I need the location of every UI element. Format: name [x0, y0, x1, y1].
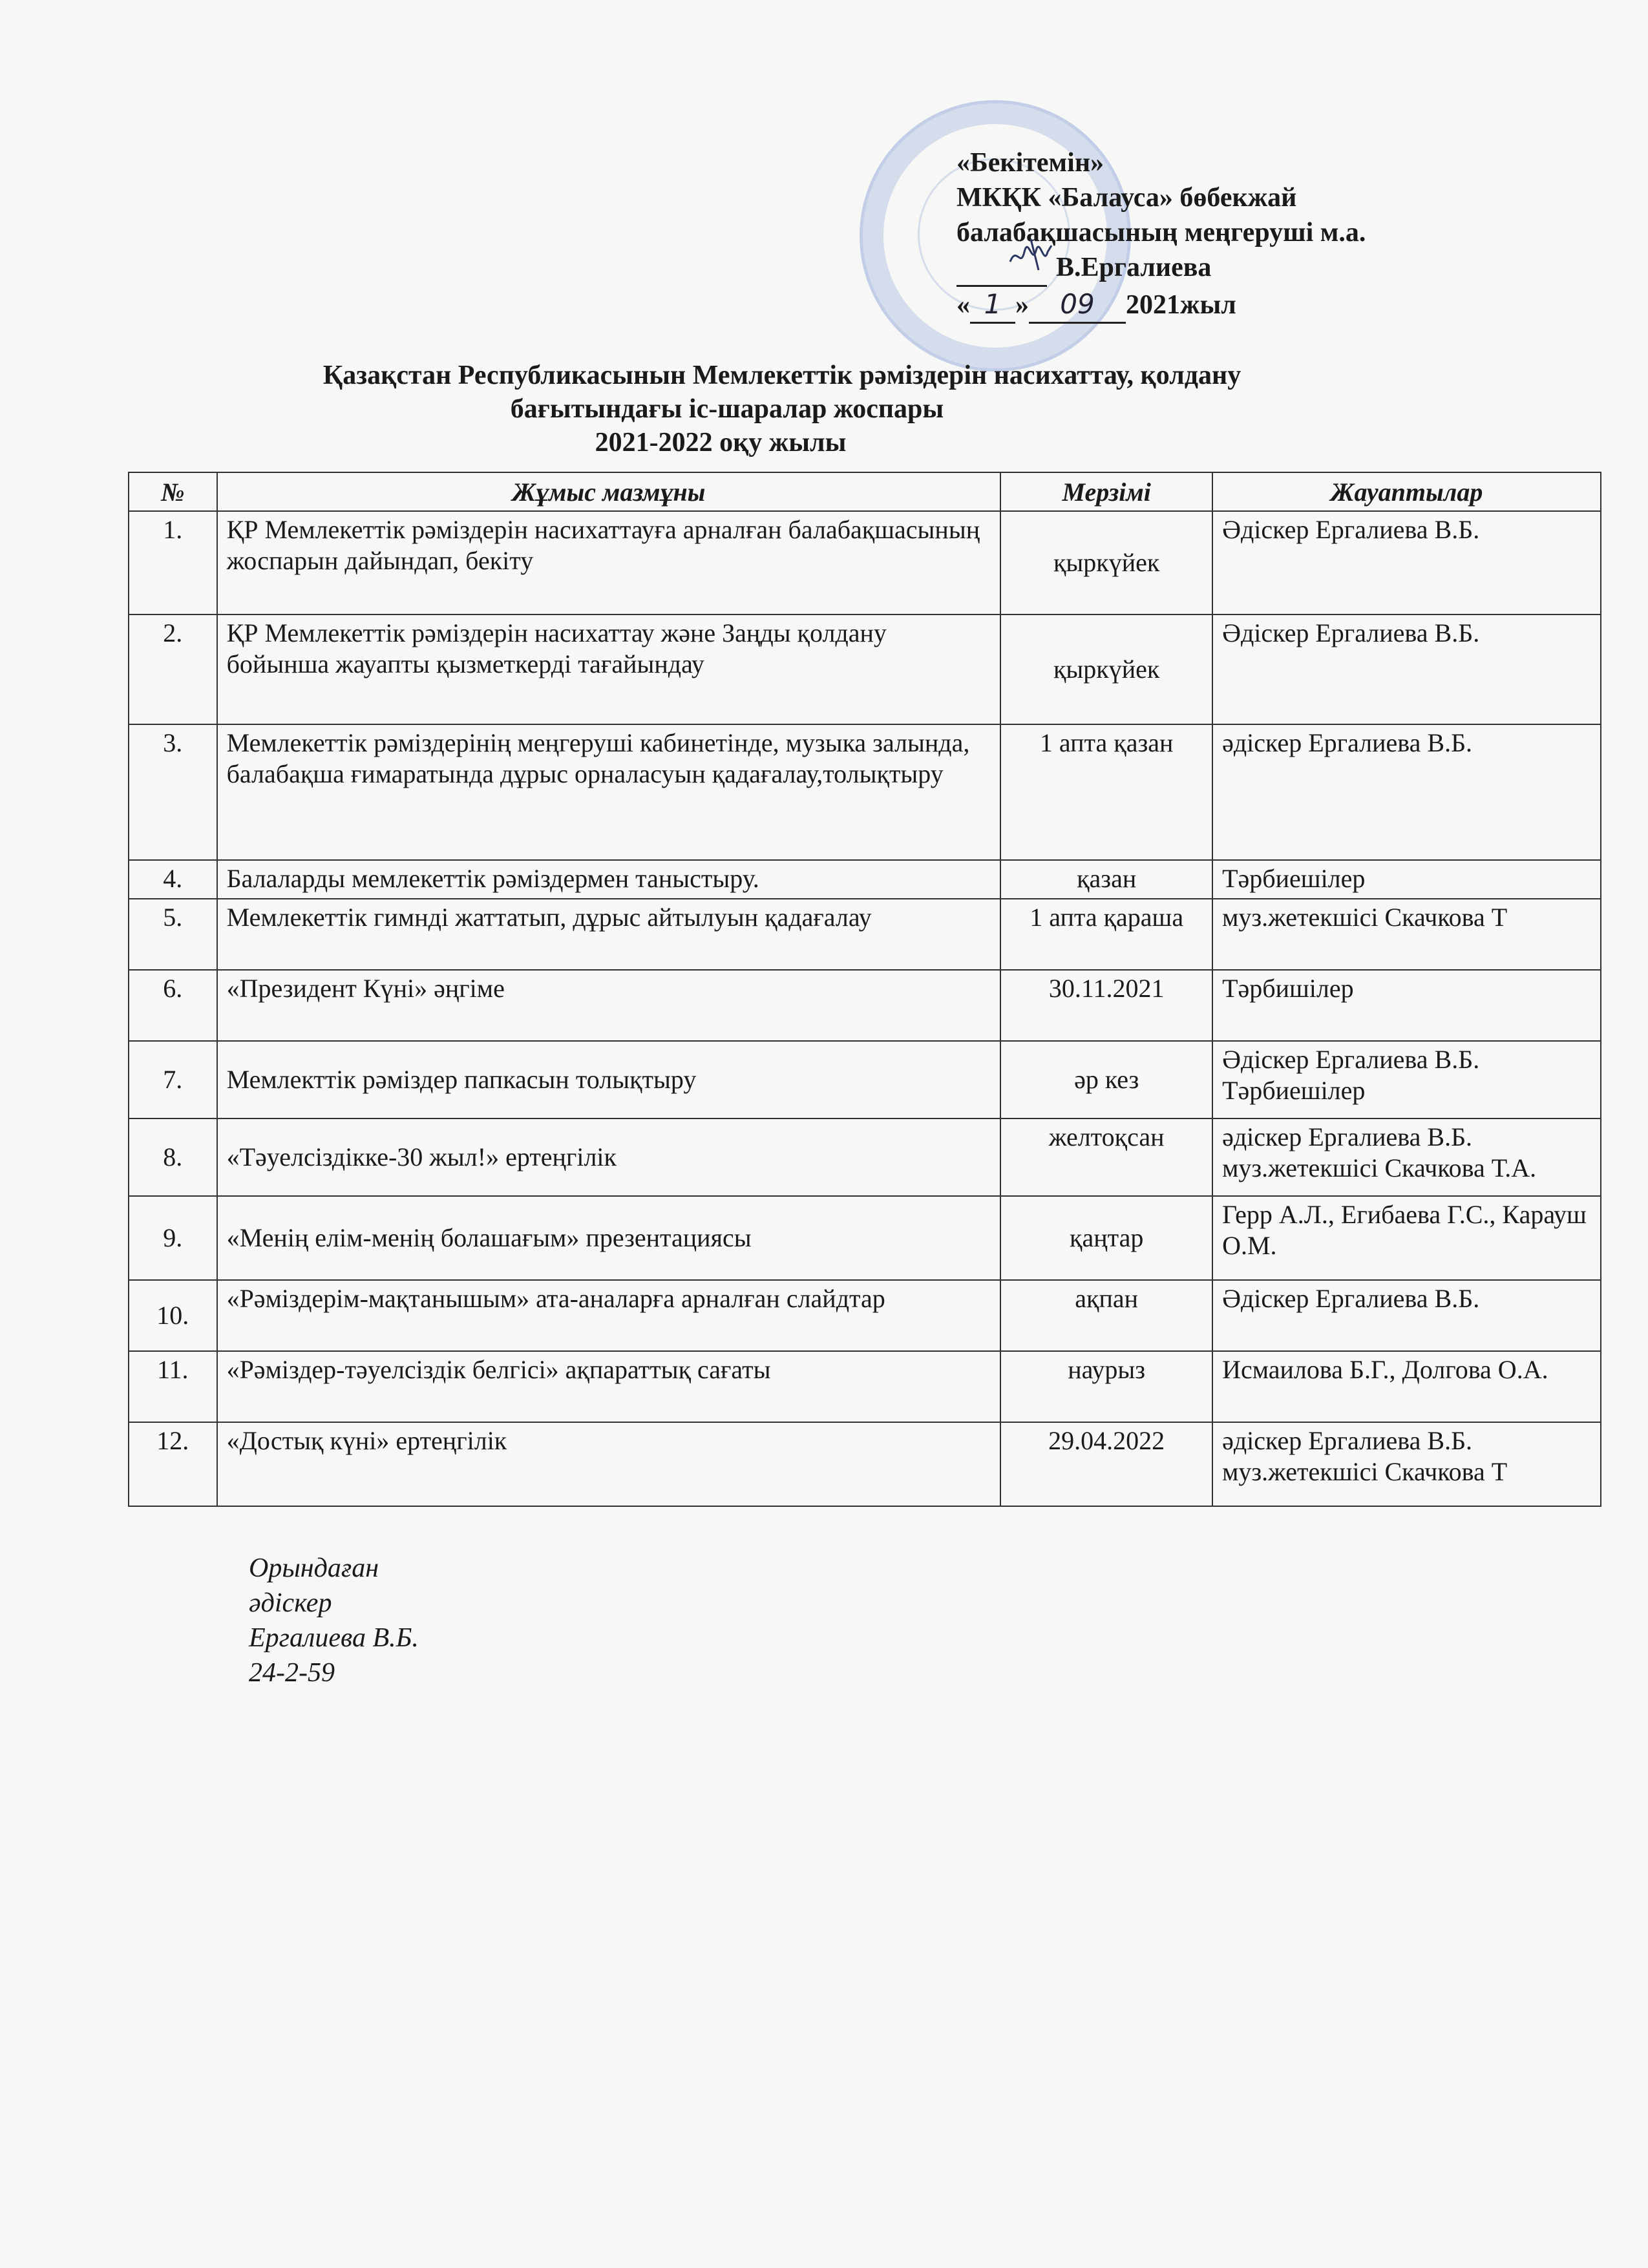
table-row [129, 860, 1601, 899]
row-number: 11. [129, 1351, 217, 1422]
row-term: 1 апта қазан [1000, 724, 1212, 860]
row-content: «Рәміздерім-мақтанышым» ата-аналарға арналған слайдтар [217, 1280, 1001, 1351]
row-number: 6. [129, 970, 217, 1041]
row-content: «Достық күні» ертеңгілік [217, 1422, 1001, 1506]
row-content: Мемлекеттік гимнді жаттатып, дұрыс айтылуын қадағалау [217, 899, 1001, 970]
row-responsible: муз.жетекшісі Скачкова Т [1212, 899, 1601, 970]
row-number: 3. [129, 724, 217, 860]
row-responsible: Әдіскер Ергалиева В.Б. [1212, 511, 1601, 614]
header-number: № [129, 472, 217, 511]
row-term: әр кез [1000, 1041, 1212, 1118]
document-title [0, 359, 1648, 459]
row-number: 12. [129, 1422, 217, 1506]
row-number: 5. [129, 899, 217, 970]
row-number: 10. [129, 1280, 217, 1351]
row-term: қазан [1000, 860, 1212, 899]
row-content: Балаларды мемлекеттік рәміздермен таныстыру. [217, 860, 1001, 899]
row-number: 9. [129, 1196, 217, 1280]
row-content: «Рәміздер-тәуелсіздік белгісі» ақпараттық сағаты [217, 1351, 1001, 1422]
table-row [129, 511, 1601, 614]
row-responsible: Герр А.Л., Егибаева Г.С., Карауш О.М. [1212, 1196, 1601, 1280]
row-term: ақпан [1000, 1280, 1212, 1351]
row-term: қаңтар [1000, 1196, 1212, 1280]
date-close-quote: » [1015, 290, 1029, 320]
table-row [129, 614, 1601, 724]
table-row [129, 970, 1601, 1041]
row-content: Мемлекттік рәміздер папкасын толықтыру [217, 1041, 1001, 1118]
row-number: 4. [129, 860, 217, 899]
row-term: наурыз [1000, 1351, 1212, 1422]
row-content: ҚР Мемлекеттік рәміздерін насихаттауға арналған балабақшасының жоспарын дайындап, бекіту [217, 511, 1001, 614]
header-term: Мерзімі [1000, 472, 1212, 511]
title-line-2: бағытындағы іс-шаралар жоспары [510, 394, 944, 424]
row-content: «Президент Күні» әңгіме [217, 970, 1001, 1041]
footer-name: Ергалиева В.Б. [249, 1623, 419, 1653]
row-term: қыркүйек [1000, 614, 1212, 724]
table-row [129, 1118, 1601, 1196]
row-term: қыркүйек [1000, 511, 1212, 614]
approval-date [956, 287, 1366, 324]
header-responsible: Жауаптылар [1212, 472, 1601, 511]
approver-name: В.Ергалиева [1056, 253, 1212, 282]
title-line-3: 2021-2022 оқу жылы [595, 428, 847, 457]
row-responsible: әдіскер Ергалиева В.Б. муз.жетекшісі Скачкова Т.А. [1212, 1118, 1601, 1196]
footer-phone: 24-2-59 [249, 1658, 335, 1688]
row-term: 29.04.2022 [1000, 1422, 1212, 1506]
row-responsible: Тәрбишілер [1212, 970, 1601, 1041]
row-responsible: Әдіскер Ергалиева В.Б. [1212, 1280, 1601, 1351]
row-content: ҚР Мемлекеттік рәміздерін насихаттау және Заңды қолдану бойынша жауапты қызметкерді тағайындау [217, 614, 1001, 724]
row-responsible: әдіскер Ергалиева В.Б. [1212, 724, 1601, 860]
table-header-row [129, 472, 1601, 511]
row-responsible: Әдіскер Ергалиева В.Б. Тәрбиешілер [1212, 1041, 1601, 1118]
row-number: 7. [129, 1041, 217, 1118]
row-number: 1. [129, 511, 217, 614]
footer-executed-by: Орындаған [249, 1553, 379, 1583]
approval-heading: «Бекітемін» [956, 148, 1104, 178]
row-responsible: Исмаилова Б.Г., Долгова О.А. [1212, 1351, 1601, 1422]
table-row [129, 724, 1601, 860]
row-content: «Менің елім-менің болашағым» презентациясы [217, 1196, 1001, 1280]
footer-position: әдіскер [249, 1588, 332, 1618]
approval-organization: МКҚК «Балауса» бөбекжай [956, 183, 1297, 213]
row-content: «Тәуелсіздікке-30 жыл!» ертеңгілік [217, 1118, 1001, 1196]
footer-executor [249, 1551, 419, 1690]
header-content: Жұмыс мазмұны [217, 472, 1001, 511]
row-responsible: Тәрбиешілер [1212, 860, 1601, 899]
row-term: 1 апта қараша [1000, 899, 1212, 970]
row-term: 30.11.2021 [1000, 970, 1212, 1041]
date-year: 2021жыл [1126, 290, 1236, 320]
events-plan-table [128, 472, 1601, 1507]
date-month: 09 [1029, 287, 1126, 324]
table-row [129, 1280, 1601, 1351]
handwritten-signature [1005, 233, 1063, 278]
approval-position: балабақшасының меңгеруші м.а. [956, 218, 1366, 247]
table-row [129, 1041, 1601, 1118]
title-line-1: Қазақстан Республикасынын Мемлекеттік рәміздерін насихаттау, қолдану [322, 361, 1241, 390]
row-responsible: әдіскер Ергалиева В.Б. муз.жетекшісі Скачкова Т [1212, 1422, 1601, 1506]
table-row [129, 1196, 1601, 1280]
table-row [129, 899, 1601, 970]
date-open-quote: « [956, 290, 970, 320]
row-number: 8. [129, 1118, 217, 1196]
date-day: 1 [970, 287, 1015, 324]
row-responsible: Әдіскер Ергалиева В.Б. [1212, 614, 1601, 724]
row-term: желтоқсан [1000, 1118, 1212, 1196]
table-row [129, 1422, 1601, 1506]
row-content: Мемлекеттік рәміздерінің меңгеруші кабинетінде, музыка залында, балабақша ғимаратында дұрыс орналасуын қадағалау,толықтыру [217, 724, 1001, 860]
table-row [129, 1351, 1601, 1422]
row-number: 2. [129, 614, 217, 724]
